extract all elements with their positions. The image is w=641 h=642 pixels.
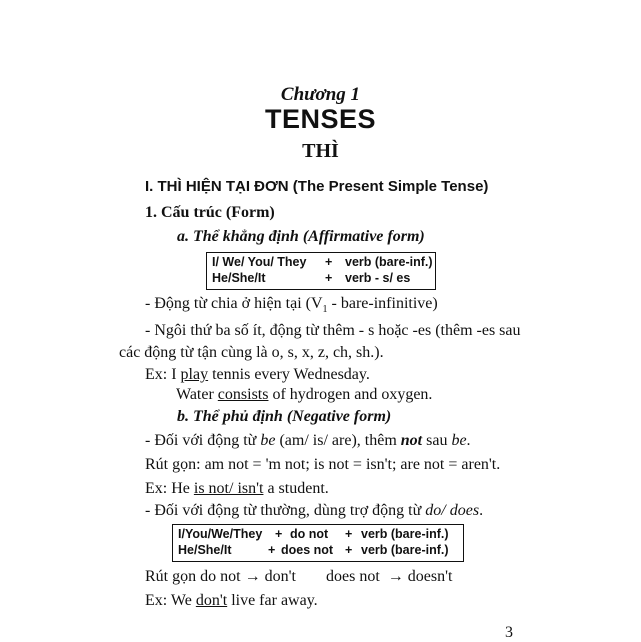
negative-table [172, 524, 464, 562]
note-line: - Động từ chia ở hiện tại ($V_1$ - bare-infinitive) [145, 295, 438, 316]
table-cell: does not [281, 543, 334, 557]
example-line: Ex: He is not/ isn't a student. [145, 480, 329, 497]
affirmative-heading: a. Thể khẳng định (Affirmative form) [177, 228, 425, 245]
table-cell: verb (bare-inf.) [345, 255, 433, 269]
section-heading: I. THÌ HIỆN TẠI ĐƠN (The Present Simple Tense) [145, 178, 489, 195]
table-cell: + [345, 527, 353, 541]
contraction-line: Rút gọn: am not = 'm not; is not = isn't; are not = aren't. [145, 456, 501, 473]
table-cell: + [345, 543, 353, 557]
page-subtitle: THÌ [302, 140, 339, 162]
page-title: TENSES [264, 104, 377, 134]
rule-line: - Đối với động từ thường, dùng trợ động từ do/ does. [145, 502, 484, 519]
table-cell: do not [290, 527, 329, 541]
table-cell: I/ We/ You/ They [212, 255, 307, 269]
table-cell: verb (bare-inf.) [361, 543, 449, 557]
table-cell: He/She/It [178, 543, 232, 557]
example-line: Ex: We don't live far away. [145, 592, 318, 609]
table-cell: + [275, 527, 283, 541]
rule-line: - Đối với động từ be (am/ is/ are), thêm not sau be. [145, 432, 471, 449]
table-cell: + [268, 543, 276, 557]
arrow-icon: → [244, 568, 261, 585]
contraction-line: does not → doesn't [326, 568, 453, 585]
example-line: Ex: I play tennis every Wednesday. [145, 366, 370, 383]
chapter-label: Chương 1 [280, 84, 361, 105]
table-cell: + [325, 271, 333, 285]
table-cell: I/You/We/They [178, 527, 263, 541]
contraction-line: Rút gọn do not → don't [145, 568, 296, 585]
table-cell: He/She/It [212, 271, 266, 285]
note-line: - Ngôi thứ ba số ít, động từ thêm - s hoặc -es (thêm -es sau [145, 322, 521, 339]
affirmative-table [206, 252, 436, 290]
table-cell: verb (bare-inf.) [361, 527, 449, 541]
table-cell: + [325, 255, 333, 269]
subsection-heading: 1. Cấu trúc (Form) [145, 204, 275, 221]
note-line: các động từ tận cùng là o, s, x, z, ch, sh.). [119, 344, 384, 361]
negative-heading: b. Thể phủ định (Negative form) [177, 408, 392, 425]
arrow-icon: → [387, 568, 404, 585]
page-number: 3 [505, 624, 513, 641]
example-line: Water consists of hydrogen and oxygen. [176, 386, 433, 403]
table-cell: verb - s/ es [345, 271, 411, 285]
